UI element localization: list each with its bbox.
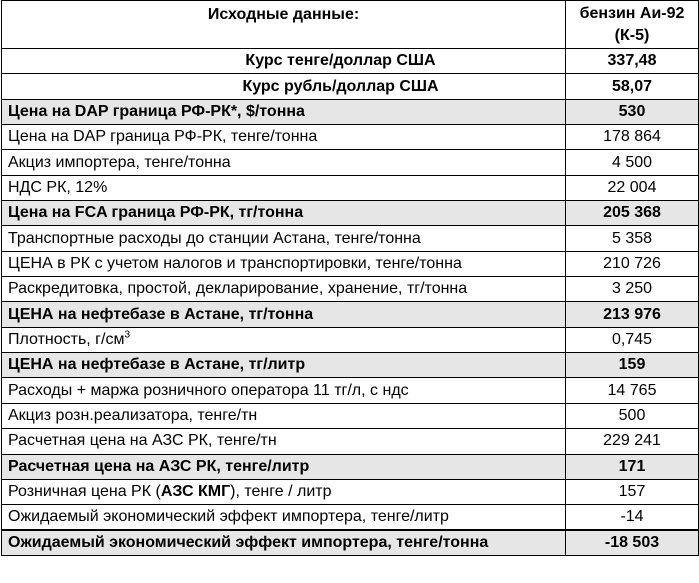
row-label: Курс тенге/доллар США — [2, 49, 566, 74]
row-label: Раскредитовка, простой, декларирование, хранение, тг/тонна — [2, 277, 566, 302]
table-row — [2, 125, 699, 150]
header-value-line1: бензин Аи-92 — [579, 5, 685, 22]
row-label: Акциз розн.реализатора, тенге/тн — [2, 403, 566, 428]
table-row — [2, 505, 699, 530]
row-label: Ожидаемый экономический эффект импортера, тенге/тонна — [2, 530, 566, 555]
row-label: Расчетная цена на АЗС РК, тенге/литр — [2, 454, 566, 479]
row-value: 178 864 — [566, 125, 699, 150]
row-label: Курс рубль/доллар США — [2, 74, 566, 99]
density-label: Плотность, г/см — [8, 330, 125, 348]
row-label: Цена на DAP граница РФ-РК*, $/тонна — [2, 99, 566, 124]
row-value: 3 250 — [566, 277, 699, 302]
row-value: 4 500 — [566, 150, 699, 175]
row-value: 210 726 — [566, 251, 699, 276]
table-row — [2, 74, 699, 99]
row-label: ЦЕНА на нефтебазе в Астане, тг/литр — [2, 353, 566, 378]
table-row — [2, 378, 699, 403]
row-value: 213 976 — [566, 302, 699, 327]
table-row — [2, 353, 699, 378]
row-label: НДС РК, 12% — [2, 175, 566, 200]
row-value: 14 765 — [566, 378, 699, 403]
density-unit-exponent: 3 — [124, 329, 131, 341]
table-row — [2, 150, 699, 175]
retail-label-post: ), тенге / литр — [230, 483, 332, 501]
row-value: 58,07 — [566, 74, 699, 99]
table-row — [2, 201, 699, 226]
row-value: 530 — [566, 99, 699, 124]
retail-label-brand: АЗС КМГ — [160, 483, 231, 501]
row-label: Цена на FCA граница РФ-РК, тг/тонна — [2, 201, 566, 226]
retail-label-pre: Розничная цена РК ( — [8, 483, 161, 501]
table-row — [2, 429, 699, 454]
row-label: Акциз импортера, тенге/тонна — [2, 150, 566, 175]
header-value — [566, 1, 699, 49]
header-label: Исходные данные: — [2, 1, 566, 49]
table-row — [2, 99, 699, 124]
row-value: -18 503 — [566, 530, 699, 555]
fuel-price-table — [1, 0, 699, 556]
row-label-density — [2, 327, 566, 352]
row-label: Расходы + маржа розничного оператора 11 тг/л, с ндс — [2, 378, 566, 403]
table-row — [2, 49, 699, 74]
row-value: -14 — [566, 505, 699, 530]
table-row — [2, 454, 699, 479]
row-value: 0,745 — [566, 327, 699, 352]
table-row — [2, 479, 699, 504]
row-label-retail — [2, 479, 566, 504]
table-row — [2, 226, 699, 251]
table-row — [2, 302, 699, 327]
row-value: 500 — [566, 403, 699, 428]
row-value: 205 368 — [566, 201, 699, 226]
table-row — [2, 175, 699, 200]
header-value-line2: (К-5) — [614, 27, 650, 44]
header-row — [2, 1, 699, 49]
row-value: 5 358 — [566, 226, 699, 251]
row-value: 229 241 — [566, 429, 699, 454]
table-row — [2, 403, 699, 428]
row-label: Расчетная цена на АЗС РК, тенге/тн — [2, 429, 566, 454]
row-value: 171 — [566, 454, 699, 479]
table-row — [2, 277, 699, 302]
row-label: Цена на DAP граница РФ-РК, тенге/тонна — [2, 125, 566, 150]
row-label: ЦЕНА в РК с учетом налогов и транспортировки, тенге/тонна — [2, 251, 566, 276]
row-value: 157 — [566, 479, 699, 504]
row-label: Ожидаемый экономический эффект импортера, тенге/литр — [2, 505, 566, 530]
table-row — [2, 327, 699, 352]
row-label: ЦЕНА на нефтебазе в Астане, тг/тонна — [2, 302, 566, 327]
row-value: 337,48 — [566, 49, 699, 74]
table-row — [2, 251, 699, 276]
table-row — [2, 530, 699, 555]
row-label: Транспортные расходы до станции Астана, тенге/тонна — [2, 226, 566, 251]
row-value: 22 004 — [566, 175, 699, 200]
row-value: 159 — [566, 353, 699, 378]
